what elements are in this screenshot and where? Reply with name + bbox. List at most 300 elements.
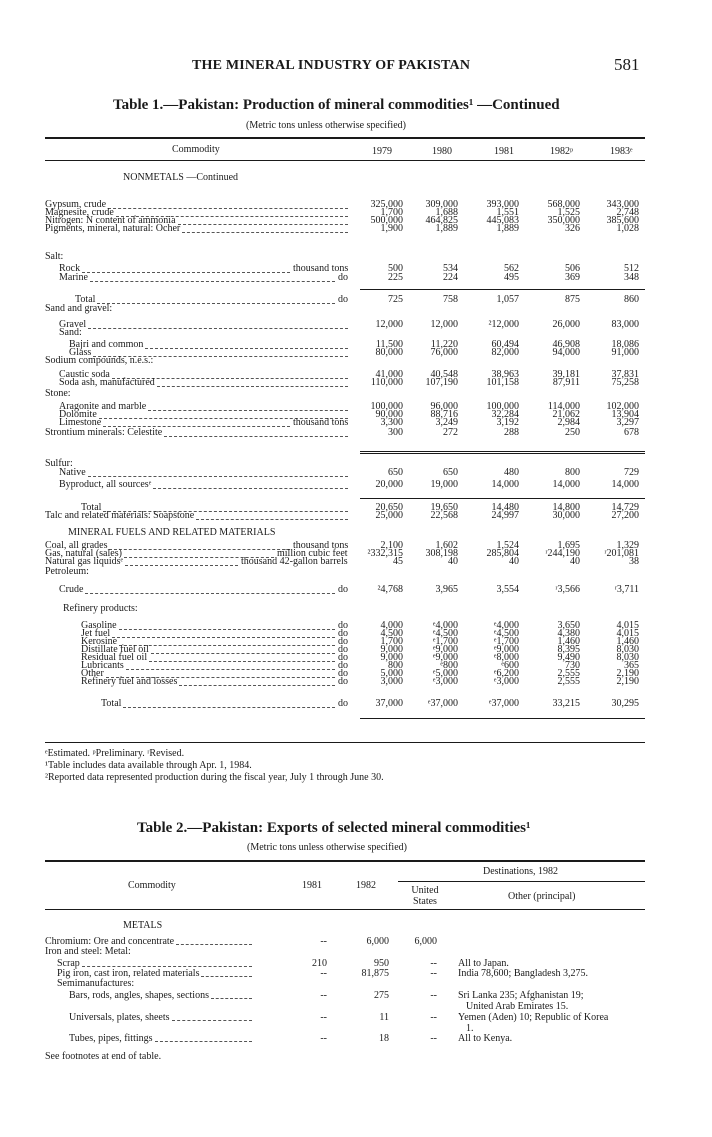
table1-section-fuels: MINERAL FUELS AND RELATED MATERIALS	[68, 527, 276, 538]
row-unit: do	[338, 668, 348, 679]
row-label: Distillate fuel oil	[81, 644, 149, 655]
row-label: Aragonite and marble	[59, 401, 147, 412]
value-cell: 1,900	[380, 223, 403, 234]
row-unit: do	[338, 628, 348, 639]
table-row	[45, 990, 645, 1012]
dot-leader	[172, 1020, 252, 1021]
value-cell: ²12,000	[488, 319, 519, 330]
destination-other: United Arab Emirates 15.	[466, 1001, 569, 1012]
value-cell: 506	[565, 263, 580, 274]
row-label: Magnesite, crude	[45, 207, 114, 218]
table1-footnote: ²Reported data represented production during the fiscal year, July 1 through June 30.	[45, 772, 384, 783]
dot-leader	[125, 565, 238, 566]
value-cell: 9,490	[557, 652, 580, 663]
total-rule	[360, 453, 645, 454]
value-cell: 19,000	[430, 479, 458, 490]
row-unit: do	[338, 652, 348, 663]
dot-leader	[182, 232, 348, 233]
value-cell: --	[430, 1012, 437, 1023]
value-cell: ᵉ5,000	[432, 668, 458, 679]
value-cell: 275	[374, 990, 389, 1001]
value-cell: 1,057	[496, 294, 519, 305]
row-label: Gravel	[59, 319, 87, 330]
value-cell: 96,000	[430, 401, 458, 412]
value-cell: 6,000	[414, 936, 437, 947]
row-label: Chromium: Ore and concentrate	[45, 936, 175, 947]
value-cell: 3,965	[435, 584, 458, 595]
value-cell: 19,650	[430, 502, 458, 513]
table-row	[45, 328, 645, 338]
row-label: Native	[59, 467, 86, 478]
value-cell: 14,729	[611, 502, 639, 513]
value-cell: 875	[565, 294, 580, 305]
value-cell: ᵉ37,000	[488, 698, 519, 709]
value-cell: 37,831	[611, 369, 639, 380]
table2-col-1982: 1982	[356, 880, 376, 891]
dot-leader	[123, 707, 335, 708]
row-unit: do	[338, 584, 348, 595]
value-cell: 8,395	[557, 644, 580, 655]
value-cell: 225	[388, 272, 403, 283]
value-cell: 38,963	[491, 369, 519, 380]
row-label: Tubes, pipes, fittings	[69, 1033, 153, 1044]
value-cell: ᵉ3,000	[432, 676, 458, 687]
value-cell: 4,015	[616, 620, 639, 631]
value-cell: 950	[374, 958, 389, 969]
value-cell: 534	[443, 263, 458, 274]
value-cell: --	[320, 936, 327, 947]
row-label: Byproduct, all sourcesᵉ	[59, 479, 152, 490]
row-label: Rock	[59, 263, 81, 274]
value-cell: ʳ244,190	[545, 548, 580, 559]
table2-top-rule	[45, 860, 645, 862]
value-cell: 2,190	[616, 676, 639, 687]
value-cell: ᵉ4,500	[432, 628, 458, 639]
dot-leader	[153, 488, 348, 489]
value-cell: 3,300	[380, 417, 403, 428]
value-cell: 100,000	[486, 401, 519, 412]
page-number: 581	[614, 55, 640, 74]
row-unit: do	[338, 644, 348, 655]
row-label: Stone:	[45, 388, 71, 399]
table1-col-1980: 1980	[432, 146, 452, 157]
value-cell: 308,198	[425, 548, 458, 559]
table2-col-destinations: Destinations, 1982	[483, 866, 558, 877]
value-cell: ᵉ4,500	[493, 628, 519, 639]
value-cell: 3,000	[380, 676, 403, 687]
row-label: Bars, rods, angles, shapes, sections	[69, 990, 209, 1001]
row-label: Natural gas liquidsᵉ	[45, 556, 124, 567]
value-cell: 2,100	[380, 540, 403, 551]
value-cell: 14,000	[552, 479, 580, 490]
value-cell: 80,000	[375, 347, 403, 358]
value-cell: 11,500	[375, 339, 403, 350]
row-label: Total	[75, 294, 96, 305]
value-cell: 60,494	[491, 339, 519, 350]
value-cell: ʳ3,711	[614, 584, 639, 595]
table1-bottom-rule	[45, 742, 645, 743]
value-cell: 32,284	[491, 409, 519, 420]
value-cell: 300	[388, 427, 403, 438]
value-cell: 445,083	[486, 215, 519, 226]
row-unit: do	[338, 676, 348, 687]
value-cell: 76,000	[430, 347, 458, 358]
row-label: Other	[81, 668, 104, 679]
running-head: THE MINERAL INDUSTRY OF PAKISTAN	[192, 58, 471, 73]
row-label: Sulfur:	[45, 458, 73, 469]
table1-header-rule	[45, 160, 645, 161]
dot-leader	[90, 281, 335, 282]
value-cell: ᵉ3,000	[493, 676, 519, 687]
value-cell: 393,000	[486, 199, 519, 210]
value-cell: 14,480	[491, 502, 519, 513]
value-cell: 860	[624, 294, 639, 305]
value-cell: 14,000	[491, 479, 519, 490]
table-row	[45, 273, 645, 283]
value-cell: ᵉ8,000	[493, 652, 519, 663]
row-label: Soda ash, manufactured	[59, 377, 155, 388]
row-label: Sand and gravel:	[45, 303, 113, 314]
value-cell: ᵉ9,000	[493, 644, 519, 655]
value-cell: ᵉ4,000	[432, 620, 458, 631]
value-cell: 82,000	[491, 347, 519, 358]
value-cell: 326	[565, 223, 580, 234]
value-cell: 1,460	[616, 636, 639, 647]
table-row	[45, 604, 645, 614]
row-label: Pigments, mineral, natural: Ocher	[45, 223, 181, 234]
value-cell: --	[430, 958, 437, 969]
value-cell: 1,688	[435, 207, 458, 218]
value-cell: 8,030	[616, 652, 639, 663]
table1-footnote: ¹Table includes data available through Apr. 1, 1984.	[45, 760, 252, 771]
value-cell: 83,000	[611, 319, 639, 330]
value-cell: 25,000	[375, 510, 403, 521]
destination-other: India 78,600; Bangladesh 3,275.	[458, 968, 588, 979]
value-cell: 385,600	[606, 215, 639, 226]
table1-subtitle: (Metric tons unless otherwise specified)	[246, 120, 406, 131]
value-cell: 4,500	[380, 628, 403, 639]
table-row	[45, 978, 645, 989]
value-cell: 730	[565, 660, 580, 671]
value-cell: 2,748	[616, 207, 639, 218]
table1-title: Table 1.—Pakistan: Production of mineral commodities¹ —Continued	[113, 97, 560, 113]
dot-leader	[164, 436, 348, 437]
value-cell: 650	[443, 467, 458, 478]
value-cell: ²4,768	[377, 584, 403, 595]
destination-other: 1.	[466, 1023, 474, 1034]
table-row	[45, 946, 645, 957]
row-label: Marine	[59, 272, 88, 283]
value-cell: 800	[565, 467, 580, 478]
row-label: Glass	[69, 347, 92, 358]
value-cell: 88,716	[430, 409, 458, 420]
value-cell: 38	[629, 556, 639, 567]
value-cell: 1,889	[435, 223, 458, 234]
table-row	[45, 699, 645, 709]
value-cell: 14,000	[611, 479, 639, 490]
value-cell: 26,000	[552, 319, 580, 330]
value-cell: ᵉ1,700	[493, 636, 519, 647]
value-cell: 46,908	[552, 339, 580, 350]
value-cell: ʳ201,081	[604, 548, 639, 559]
row-label: Limestone	[59, 417, 102, 428]
value-cell: 1,700	[380, 207, 403, 218]
value-cell: 87,911	[552, 377, 580, 388]
value-cell: 500,000	[370, 215, 403, 226]
value-cell: 495	[504, 272, 519, 283]
value-cell: 2,984	[557, 417, 580, 428]
value-cell: 369	[565, 272, 580, 283]
table-row	[45, 252, 645, 262]
dot-leader	[88, 476, 348, 477]
row-label: Gypsum, crude	[45, 199, 107, 210]
row-label: Jet fuel	[81, 628, 111, 639]
value-cell: 1,695	[557, 540, 580, 551]
value-cell: 18,086	[611, 339, 639, 350]
total-rule	[360, 498, 645, 499]
value-cell: 1,889	[496, 223, 519, 234]
value-cell: 20,650	[375, 502, 403, 513]
table-row	[45, 468, 645, 478]
row-unit: thousand tons	[293, 417, 349, 428]
value-cell: 21,062	[552, 409, 580, 420]
value-cell: --	[320, 1033, 327, 1044]
table-row	[45, 567, 645, 577]
row-label: Universals, plates, sheets	[69, 1012, 170, 1023]
value-cell: 40,548	[430, 369, 458, 380]
row-label: Gas, natural (sales)	[45, 548, 122, 559]
value-cell: 1,028	[616, 223, 639, 234]
value-cell: 365	[624, 660, 639, 671]
table-row	[45, 557, 645, 567]
row-label: Refinery fuel and losses	[81, 676, 178, 687]
row-label: Scrap	[57, 958, 80, 969]
value-cell: 285,804	[486, 548, 519, 559]
value-cell: 45	[393, 556, 403, 567]
value-cell: 91,000	[611, 347, 639, 358]
table1-col-1982: 1982ᵖ	[550, 146, 574, 157]
value-cell: --	[430, 1033, 437, 1044]
value-cell: 210	[312, 958, 327, 969]
row-label: Iron and steel: Metal:	[45, 946, 131, 957]
value-cell: 3,650	[557, 620, 580, 631]
value-cell: 500	[388, 263, 403, 274]
value-cell: 33,215	[552, 698, 580, 709]
value-cell: 480	[504, 467, 519, 478]
value-cell: 678	[624, 427, 639, 438]
row-label: Crude	[59, 584, 84, 595]
value-cell: 20,000	[375, 479, 403, 490]
value-cell: --	[320, 968, 327, 979]
value-cell: 27,200	[611, 510, 639, 521]
table-row	[45, 304, 645, 314]
value-cell: 81,875	[361, 968, 389, 979]
value-cell: 562	[504, 263, 519, 274]
table2-section-metals: METALS	[123, 920, 163, 931]
row-label: Semimanufactures:	[57, 978, 135, 989]
value-cell: --	[430, 990, 437, 1001]
value-cell: 350,000	[547, 215, 580, 226]
value-cell: 3,297	[616, 417, 639, 428]
value-cell: 101,158	[486, 377, 519, 388]
destination-other: All to Kenya.	[458, 1033, 513, 1044]
table-row	[45, 480, 645, 490]
value-cell: 40	[448, 556, 458, 567]
dot-leader	[82, 966, 252, 967]
value-cell: 8,030	[616, 644, 639, 655]
table-row	[45, 511, 645, 521]
table-row	[45, 389, 645, 399]
table-row	[45, 356, 645, 366]
value-cell: 12,000	[375, 319, 403, 330]
value-cell: 14,800	[552, 502, 580, 513]
value-cell: ᵉ6,200	[493, 668, 519, 679]
value-cell: ᵉ600	[501, 660, 519, 671]
destination-other: Yemen (Aden) 10; Republic of Korea	[458, 1012, 609, 1023]
total-rule	[360, 718, 645, 719]
dot-leader	[155, 1041, 252, 1042]
value-cell: ²332,315	[367, 548, 403, 559]
value-cell: 729	[624, 467, 639, 478]
row-unit: do	[338, 294, 348, 305]
row-unit: thousand 42-gallon barrels	[241, 556, 348, 567]
row-label: Total	[81, 502, 102, 513]
value-cell: 800	[388, 660, 403, 671]
row-label: Residual fuel oil	[81, 652, 148, 663]
value-cell: 1,602	[435, 540, 458, 551]
table2-col-other: Other (principal)	[508, 891, 576, 902]
value-cell: 1,525	[557, 207, 580, 218]
value-cell: 39,181	[552, 369, 580, 380]
row-label: Bajri and common	[69, 339, 144, 350]
value-cell: 325,000	[370, 199, 403, 210]
table2-col-commodity: Commodity	[128, 880, 176, 891]
value-cell: 272	[443, 427, 458, 438]
row-label: Petroleum:	[45, 566, 89, 577]
value-cell: 41,000	[375, 369, 403, 380]
table1-footnote: ᵉEstimated. ᵖPreliminary. ʳRevised.	[45, 748, 185, 759]
value-cell: 568,000	[547, 199, 580, 210]
dot-leader	[179, 685, 335, 686]
table-row	[45, 1012, 645, 1034]
value-cell: 2,555	[557, 668, 580, 679]
value-cell: 13,904	[611, 409, 639, 420]
value-cell: --	[320, 990, 327, 1001]
value-cell: 9,000	[380, 644, 403, 655]
value-cell: ᵉ800	[440, 660, 458, 671]
value-cell: 94,000	[552, 347, 580, 358]
value-cell: 11,220	[430, 339, 458, 350]
destination-other: Sri Lanka 235; Afghanistan 19;	[458, 990, 584, 1001]
value-cell: 24,997	[491, 510, 519, 521]
dot-leader	[211, 998, 252, 999]
value-cell: 3,554	[496, 584, 519, 595]
table1-col-1981: 1981	[494, 146, 514, 157]
row-label: Kerosine	[81, 636, 118, 647]
row-label: Talc and related materials: Soapstone	[45, 510, 195, 521]
value-cell: --	[430, 968, 437, 979]
value-cell: 1,329	[616, 540, 639, 551]
total-rule	[360, 451, 645, 452]
dot-leader	[196, 519, 348, 520]
row-unit: thousand tons	[293, 540, 349, 551]
table2-col-1981: 1981	[302, 880, 322, 891]
value-cell: 2,555	[557, 676, 580, 687]
row-label: Sand:	[59, 327, 82, 338]
value-cell: 309,000	[425, 199, 458, 210]
total-rule	[360, 289, 645, 290]
value-cell: 18	[379, 1033, 389, 1044]
value-cell: 4,015	[616, 628, 639, 639]
row-label: Strontium minerals: Celestite	[45, 427, 163, 438]
value-cell: 4,000	[380, 620, 403, 631]
table2-subtitle: (Metric tons unless otherwise specified)	[247, 842, 407, 853]
table-row	[45, 224, 645, 234]
value-cell: 1,460	[557, 636, 580, 647]
dot-leader	[176, 944, 252, 945]
value-cell: 1,524	[496, 540, 519, 551]
value-cell: 224	[443, 272, 458, 283]
value-cell: 725	[388, 294, 403, 305]
value-cell: 37,000	[375, 698, 403, 709]
row-label: Dolomite	[59, 409, 97, 420]
table2-note: See footnotes at end of table.	[45, 1051, 162, 1062]
value-cell: 40	[509, 556, 519, 567]
value-cell: 758	[443, 294, 458, 305]
value-cell: 348	[624, 272, 639, 283]
row-unit: million cubic feet	[277, 548, 348, 559]
table1-section-nonmetals: NONMETALS —Continued	[123, 172, 239, 183]
value-cell: 9,000	[380, 652, 403, 663]
value-cell: 114,000	[547, 401, 580, 412]
value-cell: 3,192	[496, 417, 519, 428]
value-cell: 75,258	[611, 377, 639, 388]
dot-leader	[201, 976, 252, 977]
value-cell: 107,190	[425, 377, 458, 388]
table1-col-1983: 1983ᵉ	[610, 146, 633, 157]
table-row	[45, 428, 645, 438]
table1-col-1979: 1979	[372, 146, 392, 157]
value-cell: 512	[624, 263, 639, 274]
value-cell: ᵉ1,700	[432, 636, 458, 647]
row-label: Caustic soda	[59, 369, 110, 380]
value-cell: 90,000	[375, 409, 403, 420]
row-unit: do	[338, 698, 348, 709]
row-label: Gasoline	[81, 620, 117, 631]
value-cell: 464,825	[425, 215, 458, 226]
row-label: Total	[101, 698, 122, 709]
row-unit: do	[338, 272, 348, 283]
row-unit: do	[338, 620, 348, 631]
row-unit: do	[338, 660, 348, 671]
row-label: Coal, all grades	[45, 540, 108, 551]
value-cell: ʳ3,566	[555, 584, 580, 595]
value-cell: 250	[565, 427, 580, 438]
value-cell: ᵉ4,000	[493, 620, 519, 631]
row-label: Sodium compounds, n.e.s.:	[45, 355, 154, 366]
row-label: Salt:	[45, 251, 64, 262]
row-label: Lubricants	[81, 660, 124, 671]
table2-col-united-states: United States	[411, 885, 439, 907]
table-row	[45, 378, 645, 388]
value-cell: 1,700	[380, 636, 403, 647]
table1-top-rule	[45, 137, 645, 139]
value-cell: 4,380	[557, 628, 580, 639]
table2-destinations-rule	[398, 881, 645, 882]
value-cell: 40	[570, 556, 580, 567]
row-unit: do	[338, 636, 348, 647]
value-cell: 6,000	[366, 936, 389, 947]
